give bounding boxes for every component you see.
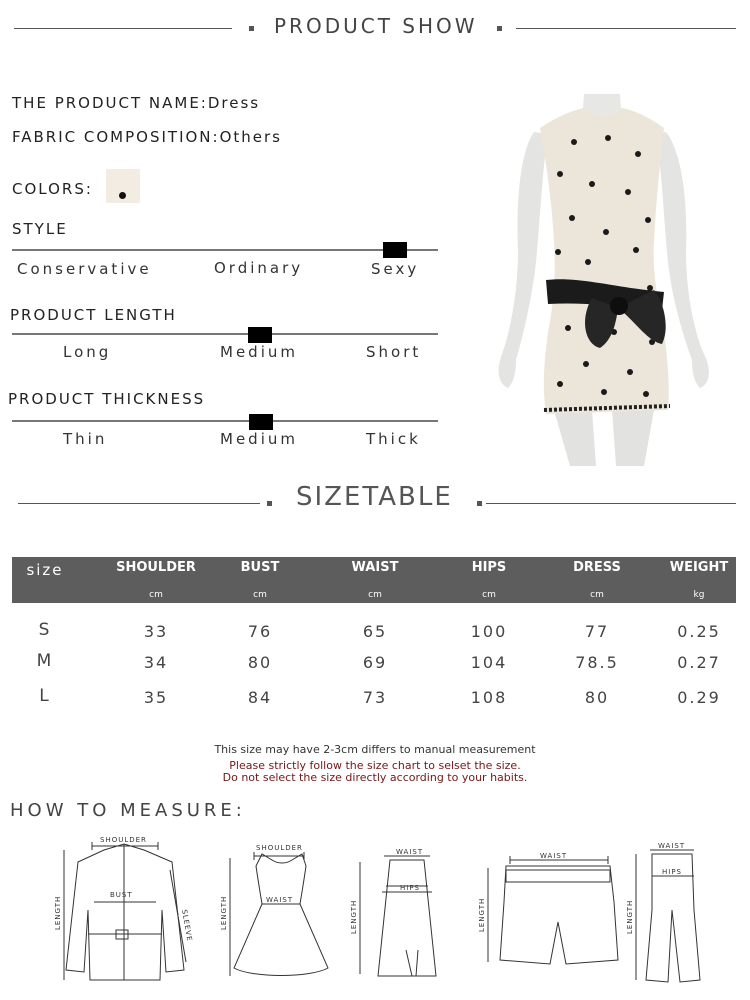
skirt-hips-label: HIPS: [400, 884, 420, 892]
size-label-s: S: [38, 620, 52, 640]
table-cell: 104: [470, 653, 508, 672]
column-unit-waist: cm: [368, 590, 382, 600]
table-cell: 80: [584, 688, 610, 707]
column-unit-bust: cm: [253, 590, 267, 600]
style-option-ordinary: Ordinary: [214, 259, 304, 277]
header-dot-left: [249, 26, 254, 31]
table-cell: 0.25: [677, 622, 721, 641]
style-scale-line: [12, 249, 438, 251]
shorts-length-label: LENGTH: [478, 897, 486, 932]
table-cell: 65: [362, 622, 388, 641]
jacket-diagram: [64, 842, 186, 980]
thickness-title: PRODUCT THICKNESS: [8, 390, 206, 408]
column-header-waist: WAIST: [351, 560, 399, 575]
product-name-value: Dress: [207, 94, 261, 112]
size-label-m: M: [36, 651, 54, 671]
column-unit-hips: cm: [482, 590, 496, 600]
style-option-conservative: Conservative: [17, 260, 152, 278]
thickness-option-thin: Thin: [63, 430, 108, 448]
length-option-medium: Medium: [220, 343, 298, 361]
product-name-row: [12, 94, 260, 112]
column-header-shoulder: SHOULDER: [116, 560, 196, 575]
pants-length-label: LENGTH: [626, 899, 634, 934]
jacket-shoulder-label: SHOULDER: [100, 836, 147, 844]
length-title: PRODUCT LENGTH: [10, 306, 177, 324]
dress-diagram: [230, 852, 328, 976]
style-option-sexy: Sexy: [371, 260, 420, 278]
length-option-long: Long: [63, 343, 112, 361]
sizetable-dot-right: [477, 501, 482, 506]
sizetable-rule-right: [486, 503, 736, 504]
header-dot-right: [497, 26, 502, 31]
header-rule-left: [14, 28, 232, 29]
shorts-waist-label: WAIST: [540, 852, 568, 860]
length-option-short: Short: [366, 343, 422, 361]
column-unit-dress: cm: [590, 590, 604, 600]
column-unit-weight: kg: [693, 590, 705, 600]
size-note-measurement: This size may have 2-3cm differs to manual measurement: [214, 743, 536, 756]
jacket-sleeve-label: SLEEVE: [180, 908, 194, 943]
column-header-dress: DRESS: [573, 560, 621, 575]
skirt-waist-label: WAIST: [396, 848, 424, 856]
size-note-habits: Do not select the size directly according to your habits.: [222, 771, 528, 784]
table-cell: 78.5: [575, 653, 619, 672]
color-swatch[interactable]: [106, 169, 140, 203]
thickness-option-medium: Medium: [220, 430, 298, 448]
column-header-weight: WEIGHT: [669, 560, 729, 575]
size-column-header: size: [26, 561, 64, 579]
sizetable-dot-left: [267, 501, 272, 506]
table-cell: 33: [143, 622, 169, 641]
table-cell: 69: [362, 653, 388, 672]
polka-dot-icon: [119, 192, 126, 199]
thickness-scale-line: [12, 420, 438, 422]
table-cell: 73: [362, 688, 388, 707]
sizetable-rule-left: [18, 503, 260, 504]
table-cell: 100: [470, 622, 508, 641]
product-name-label: THE PRODUCT NAME:: [12, 94, 208, 112]
fabric-row: [12, 128, 282, 146]
jacket-bust-label: BUST: [110, 891, 133, 899]
column-header-hips: HIPS: [471, 560, 507, 575]
thickness-marker: [249, 414, 273, 430]
dress-length-label: LENGTH: [220, 895, 228, 930]
style-marker: [383, 242, 407, 258]
table-cell: 0.29: [677, 688, 721, 707]
shorts-diagram: [488, 856, 618, 964]
page-title: PRODUCT SHOW: [274, 14, 478, 38]
fabric-value: Others: [219, 128, 282, 146]
table-cell: 76: [247, 622, 273, 641]
table-cell: 108: [470, 688, 508, 707]
table-cell: 77: [584, 622, 610, 641]
sizetable-title: SIZETABLE: [296, 482, 453, 512]
pants-hips-label: HIPS: [662, 868, 682, 876]
length-scale-line: [12, 333, 438, 335]
dress-shoulder-label: SHOULDER: [256, 844, 303, 852]
skirt-diagram: [360, 856, 436, 976]
fabric-label: FABRIC COMPOSITION:: [12, 128, 220, 146]
table-cell: 34: [143, 653, 169, 672]
column-header-bust: BUST: [240, 560, 280, 575]
length-marker: [248, 327, 272, 343]
dress-waist-label: WAIST: [266, 896, 294, 904]
colors-label: COLORS:: [12, 180, 93, 198]
how-to-measure-title: HOW TO MEASURE:: [10, 800, 246, 821]
style-title: STYLE: [12, 220, 68, 238]
header-rule-right: [516, 28, 736, 29]
column-unit-shoulder: cm: [149, 590, 163, 600]
pants-waist-label: WAIST: [658, 842, 686, 850]
size-label-l: L: [39, 686, 51, 706]
product-photo: [488, 92, 728, 466]
table-cell: 84: [247, 688, 273, 707]
size-note-follow-chart: Please strictly follow the size chart to selset the size.: [229, 759, 521, 772]
measure-diagrams: [0, 830, 750, 1000]
table-cell: 80: [247, 653, 273, 672]
thickness-option-thick: Thick: [366, 430, 421, 448]
jacket-length-label: LENGTH: [54, 895, 62, 930]
table-cell: 35: [143, 688, 169, 707]
table-cell: 0.27: [677, 653, 721, 672]
skirt-length-label: LENGTH: [350, 899, 358, 934]
